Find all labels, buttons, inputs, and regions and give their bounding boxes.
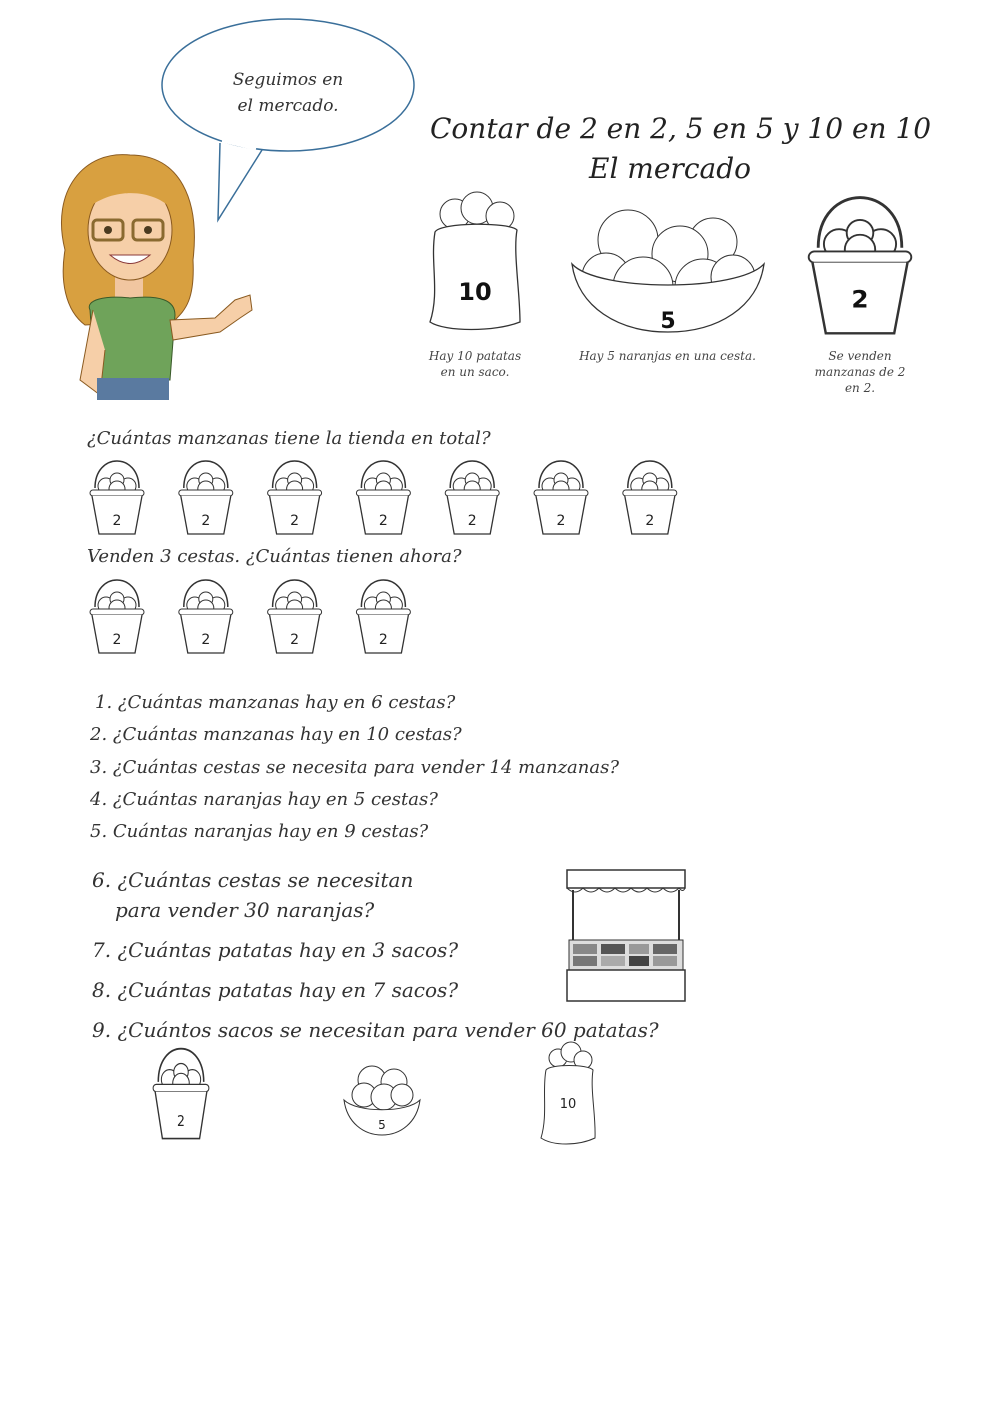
- bubble-line-1: Seguimos en: [232, 70, 344, 90]
- market-stall-image: [565, 868, 687, 1003]
- question-7: 7. ¿Cuántas patatas hay en 3 sacos?: [92, 938, 459, 962]
- basket-caption-line-3: en 2.: [844, 381, 876, 395]
- basket-row-2: [85, 577, 685, 657]
- bowl-number: 5: [660, 309, 676, 334]
- potato-sack-image: [425, 192, 525, 337]
- basket-number: 2: [201, 632, 211, 648]
- bottom-basket-number: 2: [177, 1113, 185, 1131]
- question-4: 4. ¿Cuántas naranjas hay en 5 cestas?: [90, 789, 438, 810]
- basket-number: 2: [112, 632, 122, 648]
- basket-number: 2: [290, 513, 300, 529]
- sack-caption: [405, 348, 545, 380]
- basket-number: 2: [645, 513, 655, 529]
- basket-icon: [623, 461, 677, 534]
- basket-number: 2: [112, 513, 122, 529]
- basket-number: 2: [290, 632, 300, 648]
- basket-number: 2: [851, 284, 869, 314]
- basket-number: 2: [201, 513, 211, 529]
- question-total-apples: ¿Cuántas manzanas tiene la tienda en total?: [87, 428, 491, 449]
- basket-icon: [90, 580, 144, 653]
- bottom-bowl-number: 5: [378, 1118, 386, 1132]
- question-5: 5. Cuántas naranjas hay en 9 cestas?: [90, 821, 429, 842]
- question-sold-baskets: Venden 3 cestas. ¿Cuántas tienen ahora?: [87, 546, 462, 567]
- question-9: 9. ¿Cuántos sacos se necesitan para vender 60 patatas?: [92, 1018, 659, 1042]
- question-1: 1. ¿Cuántas manzanas hay en 6 cestas?: [95, 692, 456, 713]
- orange-bowl-image: [568, 192, 768, 337]
- basket-icon: [179, 580, 233, 653]
- teacher-avatar: [45, 150, 260, 400]
- basket-icon: [268, 461, 322, 534]
- question-6-line-2: para vender 30 naranjas?: [115, 898, 375, 922]
- basket-caption: [790, 348, 930, 396]
- basket-number: 2: [378, 632, 388, 648]
- question-6-line-1: 6. ¿Cuántas cestas se necesitan: [92, 868, 414, 892]
- apple-basket-image: [803, 192, 917, 337]
- basket-icon: [534, 461, 588, 534]
- basket-number: 2: [556, 513, 566, 529]
- sack-number: 10: [458, 278, 492, 306]
- page-subtitle: El mercado: [589, 152, 751, 185]
- question-3: 3. ¿Cuántas cestas se necesita para vender 14 manzanas?: [90, 757, 619, 778]
- basket-icon: [356, 461, 410, 534]
- bubble-line-2: el mercado.: [237, 96, 339, 116]
- question-8: 8. ¿Cuántas patatas hay en 7 sacos?: [92, 978, 459, 1002]
- basket-icon: [179, 461, 233, 534]
- basket-icon: [356, 580, 410, 653]
- bowl-caption: Hay 5 naranjas en una cesta.: [579, 349, 756, 363]
- bottom-basket-image: [150, 1045, 212, 1141]
- sack-caption-line-1: Hay 10 patatas: [428, 349, 522, 363]
- bottom-sack-number: 10: [559, 1097, 577, 1112]
- basket-icon: [268, 580, 322, 653]
- bottom-bowl-image: [342, 1055, 422, 1137]
- basket-row-1: [85, 458, 685, 538]
- basket-caption-line-2: manzanas de 2: [814, 365, 906, 379]
- bottom-sack-image: [538, 1040, 598, 1146]
- page-title: Contar de 2 en 2, 5 en 5 y 10 en 10: [430, 112, 932, 145]
- basket-icon: [90, 461, 144, 534]
- basket-caption-line-1: Se venden: [828, 349, 892, 363]
- basket-number: 2: [467, 513, 477, 529]
- basket-icon: [445, 461, 499, 534]
- sack-caption-line-2: en un saco.: [440, 365, 510, 379]
- question-2: 2. ¿Cuántas manzanas hay en 10 cestas?: [90, 724, 462, 745]
- basket-number: 2: [378, 513, 388, 529]
